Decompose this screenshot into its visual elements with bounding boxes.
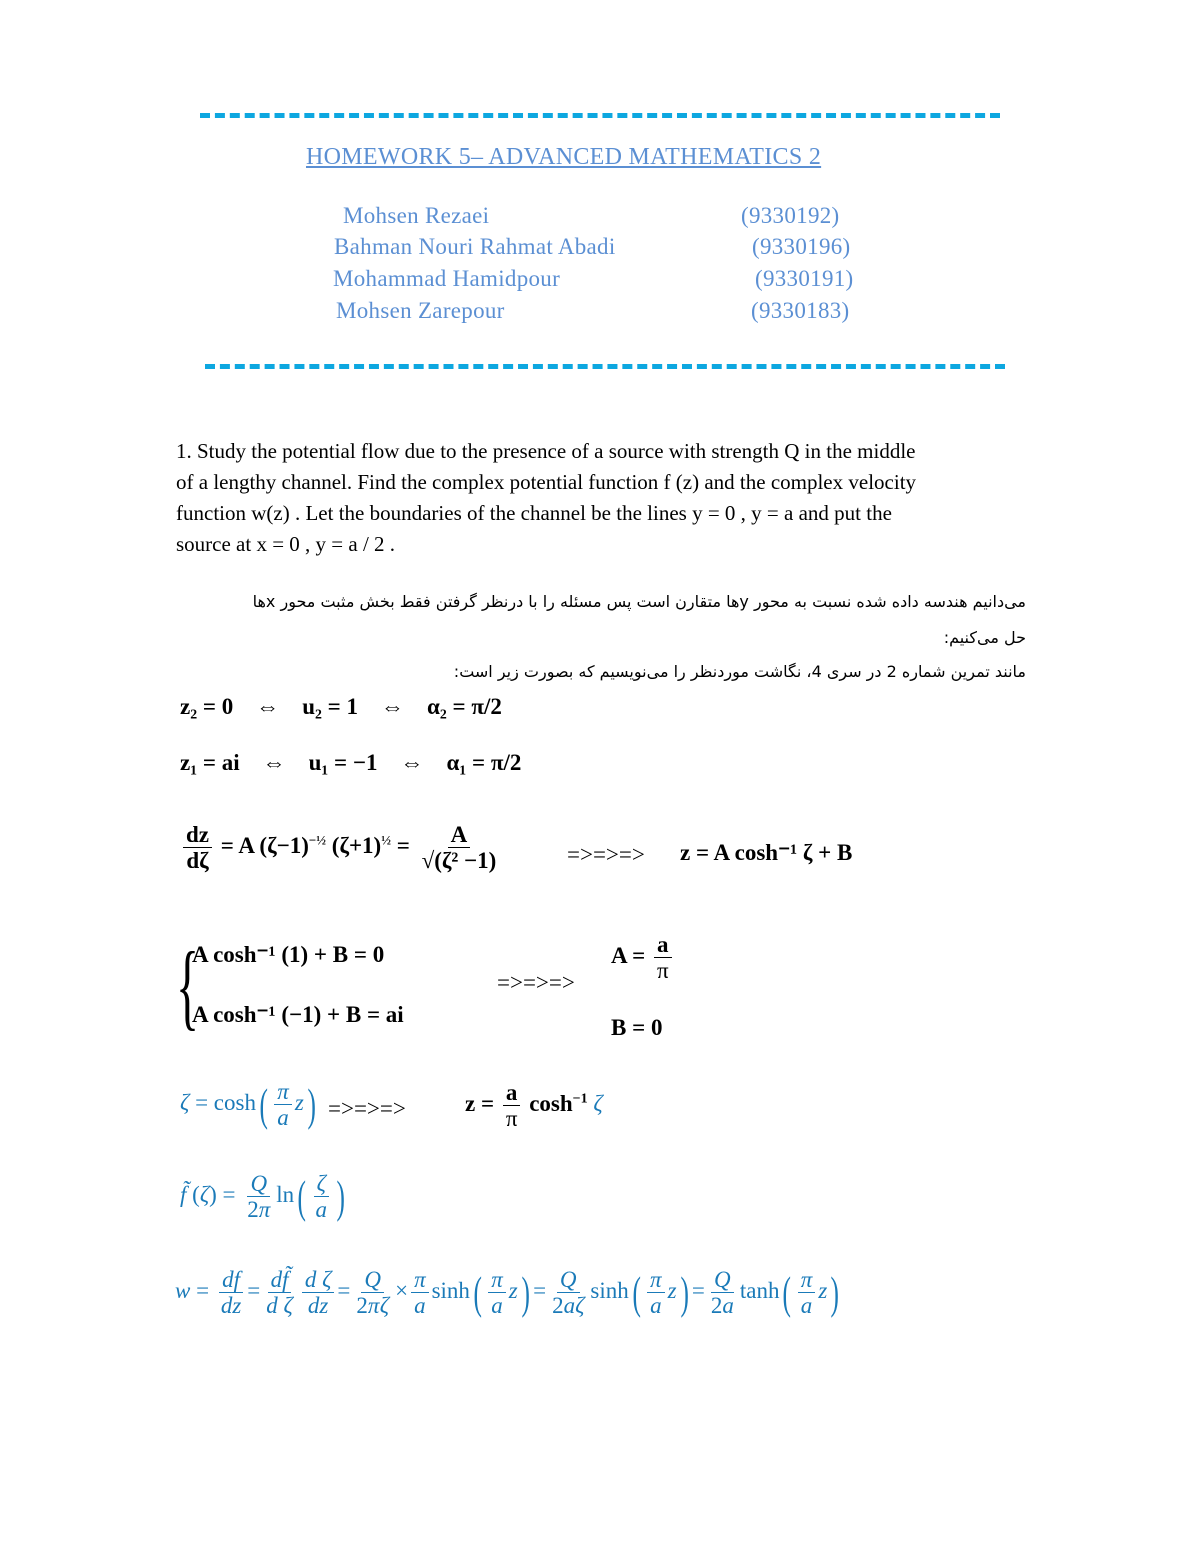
member-id: (9330192) bbox=[741, 203, 840, 228]
member-name: Mohammad Hamidpour bbox=[333, 266, 561, 291]
mapping-equation: z₁ = ai ⇔ u₁ = −1 ⇔ α₁ = π/2 bbox=[180, 750, 522, 775]
problem-line: 1. Study the potential flow due to the presence of a source with strength Q in the middle bbox=[176, 439, 916, 463]
z-of-zeta: z = $\frac{a}{\pi}$ $\cosh^{-1} \zeta$ bbox=[465, 1080, 603, 1132]
problem-line: of a lengthy channel. Find the complex potential function f (z) and the complex velocity bbox=[176, 470, 917, 494]
farsi-line: مانند تمرین شماره 2 در سری 4، نگاشت موردنظر را می‌نویسیم که بصورت زیر است: bbox=[453, 662, 1026, 681]
farsi-line: می‌دانیم هندسه داده شده نسبت به محور yها متقارن است پس مسئله را با درنظر گرفتن فقط بخش مثبت محور xها bbox=[252, 592, 1026, 611]
problem-line: function w(z) . Let the boundaries of the channel be the lines y = 0 , y = a and put the bbox=[176, 501, 892, 525]
arrow: =>=>=> bbox=[328, 1096, 406, 1121]
farsi-line: حل می‌کنیم: bbox=[943, 628, 1026, 647]
derivative-equation: $\frac{dz}{d\zeta}$ = A $(\zeta-1)^{-\frac{1}{2}}$ $(\zeta+1)^{\frac{1}{2}}$ = $\frac{A}{\text{√(ζ² −1)}}$ bbox=[180, 822, 502, 874]
member-name: Mohsen Zarepour bbox=[336, 298, 505, 323]
member-id: (9330183) bbox=[751, 298, 850, 323]
system-brace: { bbox=[176, 932, 200, 1039]
problem-line: source at x = 0 , y = a / 2 . bbox=[176, 532, 396, 556]
integral-result: z = A cosh⁻¹ ζ + B bbox=[680, 840, 853, 865]
member-id: (9330191) bbox=[755, 266, 854, 291]
arrow: =>=>=> bbox=[567, 842, 645, 867]
top-dashed-rule bbox=[200, 113, 1000, 118]
bottom-dashed-rule bbox=[205, 364, 1005, 369]
member-name: Bahman Nouri Rahmat Abadi bbox=[334, 234, 616, 259]
arrow: =>=>=> bbox=[497, 970, 575, 995]
system-equation: A cosh⁻¹ (−1) + B = ai bbox=[192, 1002, 404, 1027]
complex-velocity: w = $\frac{df}{dz}$ = $\frac{df̃}{\text{d ζ}}$ $\frac{\text{d ζ}}{dz}$ = $\frac{Q}{2\pi\zeta}$ × $\frac{\pi}{a}$ sinh( $\frac{\pi}{a}$ z) = $\frac{Q}{2a\zeta}$ sinh( $\frac{\pi}{a}$ z) = $\frac{Q}{2a}$ tanh( $\frac{\pi}{a}$ z) bbox=[175, 1266, 840, 1318]
page-title: HOMEWORK 5– ADVANCED MATHEMATICS 2 bbox=[306, 144, 822, 170]
mapping-equation: z₂ = 0 ⇔ u₂ = 1 ⇔ α₂ = π/2 bbox=[180, 694, 502, 719]
member-id: (9330196) bbox=[752, 234, 851, 259]
system-equation: A cosh⁻¹ (1) + B = 0 bbox=[192, 942, 385, 967]
solution-B: B = 0 bbox=[611, 1015, 663, 1040]
solution-A: A = $\frac{a}{\pi}$ bbox=[611, 932, 675, 984]
member-name: Mohsen Rezaei bbox=[343, 203, 490, 228]
zeta-equation: ζ = cosh( $\frac{\pi}{a}$ z) bbox=[180, 1078, 316, 1130]
potential-function: f̃ (ζ) = $\frac{Q}{2\pi}$ ln( $\frac{\zeta}{a}$ ) bbox=[180, 1170, 345, 1222]
problem-statement bbox=[176, 436, 1024, 560]
